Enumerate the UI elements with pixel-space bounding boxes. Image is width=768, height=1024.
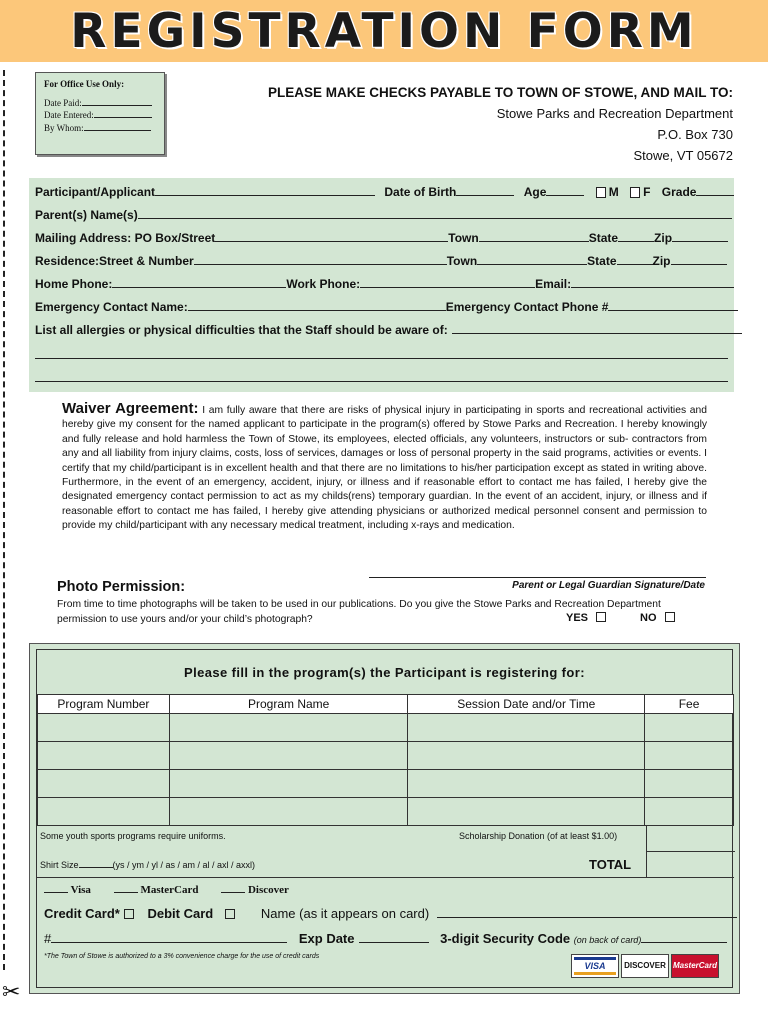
credit-card-checkbox[interactable]	[124, 909, 134, 919]
signature-label: Parent or Legal Guardian Signature/Date	[512, 580, 705, 591]
mailing-state-label: State	[588, 231, 619, 245]
email-label: Email:	[535, 277, 572, 291]
no-checkbox[interactable]	[665, 612, 675, 622]
female-checkbox[interactable]	[630, 187, 640, 198]
total-divider	[647, 851, 735, 852]
dob-field[interactable]	[456, 184, 514, 196]
card-number-row	[44, 931, 727, 946]
waiver-heading: Waiver Agreement:	[62, 400, 199, 417]
row-allergies	[35, 322, 742, 337]
allergies-line-2[interactable]	[35, 358, 728, 359]
scissors-icon: ✂	[2, 980, 21, 1005]
age-field[interactable]	[546, 184, 584, 196]
fee-cell[interactable]	[645, 798, 734, 826]
program-name-cell[interactable]	[169, 714, 408, 742]
residence-zip-label: Zip	[652, 254, 671, 268]
row-parents	[35, 207, 732, 222]
mastercard-label: MasterCard	[140, 884, 199, 896]
mailing-zip-field[interactable]	[672, 230, 728, 242]
office-use-title: For Office Use Only:	[44, 79, 125, 89]
grade-label: Grade	[661, 185, 697, 199]
emergency-name-label: Emergency Contact Name:	[35, 300, 188, 314]
residence-state-field[interactable]	[617, 253, 653, 265]
program-table	[37, 694, 734, 826]
allergies-field[interactable]	[452, 322, 742, 334]
title-banner	[0, 0, 768, 62]
home-phone-label: Home Phone:	[35, 277, 113, 291]
date-entered-field[interactable]	[94, 109, 152, 118]
name-on-card-label: Name (as it appears on card)	[260, 906, 430, 921]
col-program-name: Program Name	[169, 695, 408, 714]
row-participant	[35, 184, 734, 199]
parents-field[interactable]	[138, 207, 732, 219]
mastercard-blank[interactable]	[114, 884, 138, 893]
mail-address-line-1: Stowe Parks and Recreation Department	[496, 106, 733, 121]
card-type-row	[44, 884, 289, 896]
by-whom-field[interactable]	[84, 122, 151, 131]
security-note: (on back of card)	[573, 935, 642, 945]
col-fee: Fee	[645, 695, 734, 714]
mailing-town-label: Town	[448, 231, 479, 245]
female-label: F	[643, 185, 651, 199]
fee-cell[interactable]	[645, 770, 734, 798]
date-paid-field[interactable]	[82, 97, 152, 106]
cut-line	[3, 70, 5, 970]
name-on-card-field[interactable]	[437, 906, 737, 918]
col-program-number: Program Number	[38, 695, 170, 714]
row-residence	[35, 253, 727, 268]
no-label: NO	[640, 612, 657, 624]
session-cell[interactable]	[408, 742, 645, 770]
photo-no	[640, 612, 675, 624]
residence-label: Residence:Street & Number	[35, 254, 194, 268]
mailing-town-field[interactable]	[479, 230, 589, 242]
program-number-cell[interactable]	[38, 714, 170, 742]
row-mailing	[35, 230, 728, 245]
program-title: Please fill in the program(s) the Participant is registering for:	[184, 665, 585, 680]
table-row	[38, 714, 734, 742]
mail-address-line-2: P.O. Box 730	[657, 127, 733, 142]
uniform-note: Some youth sports programs require uniforms.	[40, 831, 226, 841]
exp-date-field[interactable]	[359, 931, 429, 943]
visa-label: Visa	[70, 884, 91, 896]
residence-field[interactable]	[194, 253, 447, 265]
mailing-zip-label: Zip	[654, 231, 673, 245]
table-row	[38, 798, 734, 826]
work-phone-field[interactable]	[360, 276, 535, 288]
exp-date-label: Exp Date	[298, 931, 355, 946]
fee-cell[interactable]	[645, 742, 734, 770]
shirt-size-field[interactable]	[79, 859, 113, 868]
mailing-state-field[interactable]	[618, 230, 654, 242]
mailing-instructions	[268, 82, 733, 166]
allergies-label: List all allergies or physical difficulties that the Staff should be aware of:	[35, 323, 448, 337]
program-table-header	[38, 695, 734, 714]
email-field[interactable]	[571, 276, 734, 288]
card-kind-row	[44, 906, 737, 921]
office-use-box	[35, 72, 165, 155]
photo-permission-heading: Photo Permission:	[57, 579, 186, 595]
visa-blank[interactable]	[44, 884, 68, 893]
row-phones	[35, 276, 734, 291]
program-name-cell[interactable]	[169, 742, 408, 770]
table-row	[38, 770, 734, 798]
security-code-label: 3-digit Security Code	[440, 931, 571, 946]
mailing-field[interactable]	[215, 230, 448, 242]
signature-line[interactable]	[369, 577, 706, 578]
mastercard-logo: MasterCard	[671, 954, 719, 978]
grade-field[interactable]	[696, 184, 734, 196]
emergency-phone-label: Emergency Contact Phone #	[445, 300, 609, 314]
participant-label: Participant/Applicant	[35, 185, 156, 199]
by-whom-label: By Whom:	[44, 122, 84, 133]
shirt-size-row	[40, 859, 255, 870]
residence-zip-field[interactable]	[671, 253, 727, 265]
applicant-info-section	[29, 178, 734, 392]
home-phone-field[interactable]	[112, 276, 286, 288]
program-number-cell[interactable]	[38, 770, 170, 798]
card-number-field[interactable]	[51, 931, 287, 943]
residence-town-label: Town	[446, 254, 478, 268]
program-name-cell[interactable]	[169, 798, 408, 826]
residence-state-label: State	[587, 254, 617, 268]
card-number-label: #	[44, 931, 52, 946]
yes-checkbox[interactable]	[596, 612, 606, 622]
yes-label: YES	[566, 612, 589, 624]
work-phone-label: Work Phone:	[286, 277, 361, 291]
totals-cells	[646, 825, 734, 877]
age-label: Age	[523, 185, 547, 199]
discover-logo: DISCOVER	[621, 954, 669, 978]
shirt-size-label: Shirt Size	[40, 860, 79, 870]
row-emergency	[35, 299, 738, 314]
payment-divider	[37, 877, 734, 878]
program-number-cell[interactable]	[38, 798, 170, 826]
program-box	[36, 649, 733, 988]
page-title: REGISTRATION FORM	[70, 4, 698, 59]
visa-logo: VISA	[571, 954, 619, 978]
parents-label: Parent(s) Name(s)	[35, 208, 138, 222]
date-paid-label: Date Paid:	[44, 97, 82, 108]
date-entered-label: Date Entered:	[44, 110, 94, 120]
session-cell[interactable]	[408, 770, 645, 798]
discover-label: Discover	[247, 884, 289, 896]
security-code-field[interactable]	[641, 931, 727, 943]
fee-cell[interactable]	[645, 714, 734, 742]
male-label: M	[608, 185, 619, 199]
photo-permission-text: From time to time photographs will be taken to be used in our publications. Do you give the Stowe Parks and Recreation Department permission to use yours and/or your child’s photograph?	[57, 599, 661, 625]
waiver-agreement	[62, 402, 707, 534]
col-session: Session Date and/or Time	[408, 695, 645, 714]
mailing-label: Mailing Address: PO Box/Street	[35, 231, 216, 245]
scholarship-label: Scholarship Donation (of at least $1.00)	[459, 831, 618, 841]
waiver-text: I am fully aware that there are risks of physical injury in participating in sports and recreational activities and hereby give my consent for the named applicant to participate in the program(s) offered by Stowe Parks and Recreation. I hereby knowingly and fully release and hold harmless the Town of Stowe, its employees, elected officials, any volunteers, instructors or sub- contractors from any and all liability from injury claims, costs, loss of services, damages or loss of personal property in the said programs, activities or events. I certify that my child/participant is in excellent health and that there are no limitations to his/her participation except as stated in writing above. Furthermore, in the event of an emergency, accident, injury, or illness and if reasonable effort to contact me has failed, I hereby give the designated emergency contact permission to act as my childs(rens) temporary guardian. In the event of an accident, injury, or illness and if reasonable effort to contact me has failed, I hereby give attending physicians or authorized medical personnel consent and permission to provide my child/participant with any necessary medical treatment, including x-rays and medication.	[62, 405, 707, 532]
mail-address-line-3: Stowe, VT 05672	[633, 148, 733, 163]
participant-field[interactable]	[155, 184, 375, 196]
discover-blank[interactable]	[221, 884, 245, 893]
debit-card-label: Debit Card	[147, 906, 214, 921]
checks-payable-text: PLEASE MAKE CHECKS PAYABLE TO TOWN OF STOWE, AND MAIL TO:	[267, 85, 733, 100]
emergency-name-field[interactable]	[188, 299, 446, 311]
total-label: TOTAL	[589, 857, 632, 872]
table-row	[38, 742, 734, 770]
shirt-size-options: (ys / ym / yl / as / am / al / axl / axxl)	[112, 860, 256, 870]
program-number-cell[interactable]	[38, 742, 170, 770]
male-checkbox[interactable]	[596, 187, 606, 198]
session-cell[interactable]	[408, 798, 645, 826]
dob-label: Date of Birth	[384, 185, 457, 199]
program-name-cell[interactable]	[169, 770, 408, 798]
photo-yes	[566, 612, 606, 624]
debit-card-checkbox[interactable]	[225, 909, 235, 919]
session-cell[interactable]	[408, 714, 645, 742]
allergies-line-3[interactable]	[35, 381, 728, 382]
program-registration-section	[29, 643, 740, 994]
convenience-fee-note: *The Town of Stowe is authorized to a 3% convenience charge for the use of credit cards	[44, 953, 320, 960]
credit-card-label: Credit Card*	[44, 906, 120, 921]
residence-town-field[interactable]	[477, 253, 587, 265]
emergency-phone-field[interactable]	[608, 299, 738, 311]
